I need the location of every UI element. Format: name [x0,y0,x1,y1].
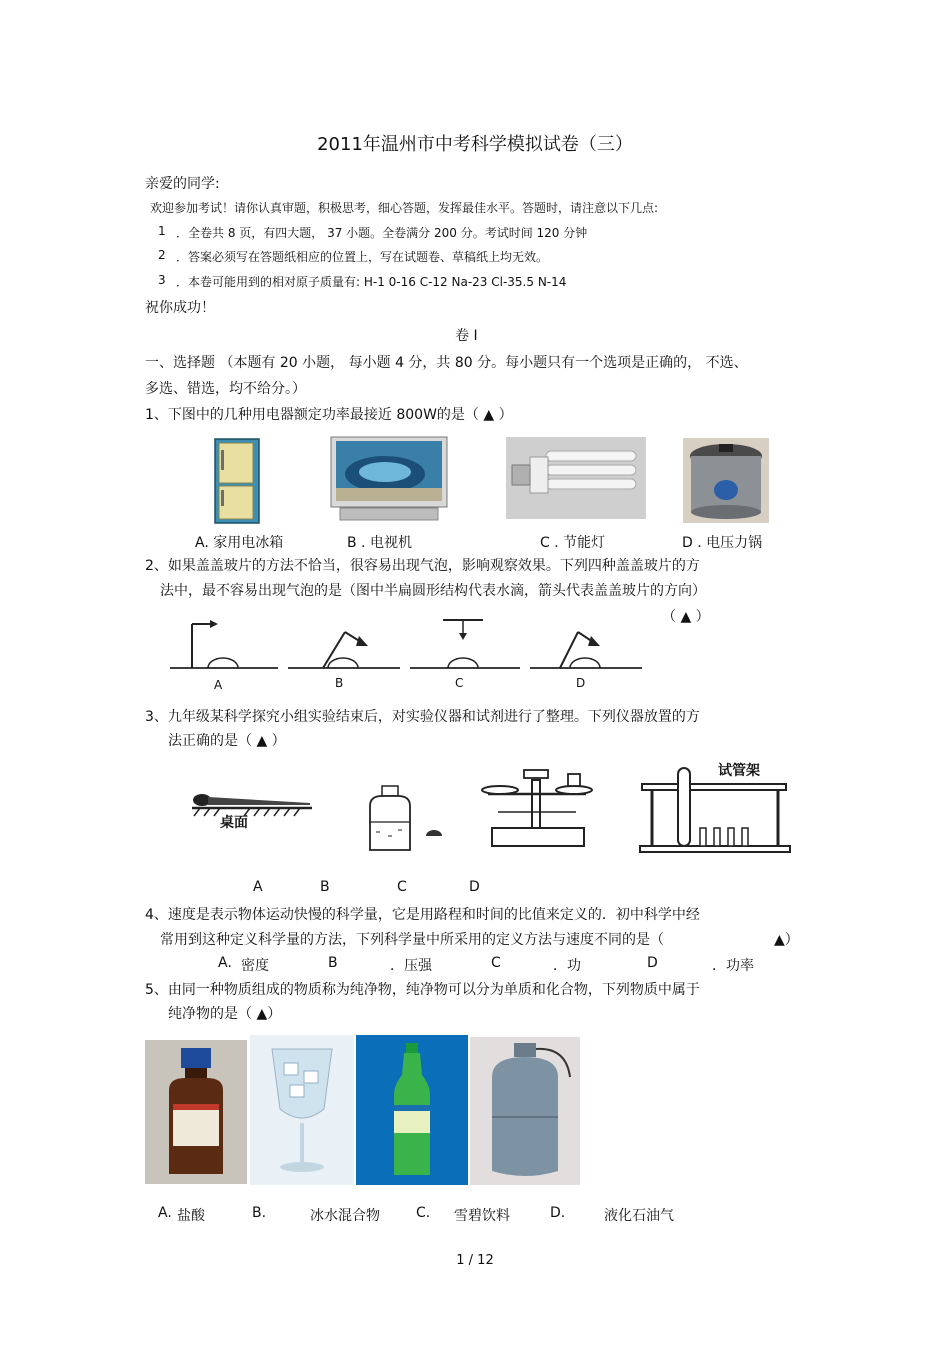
q1-stem: 1、下图中的几种用电器额定功率最接近 800W的是（ ▲ ） [145,407,513,423]
q5-option-b-letter: B. [252,1205,267,1221]
q5-option-d-letter: D. [550,1205,566,1221]
q4-option-c-text: ．功 [553,958,581,974]
q1-option-c: C . 节能灯 [540,535,606,551]
q3-stem-line2: 法正确的是（ ▲ ） [168,733,286,749]
q1-image-pressure-cooker [683,438,769,523]
intro-text: 欢迎参加考试！请你认真审题，积极思考，细心答题，发挥最佳水平。答题时，请注意以下几点: [150,201,659,215]
q4-option-a-text: 密度 [241,958,269,974]
q3-image-balance [478,768,596,850]
q3-image-dropper [190,790,315,830]
q2-answer-blank: （ ▲ ） [662,609,710,625]
q4-option-b-letter: B [328,955,338,971]
q5-option-c-letter: C. [416,1205,431,1221]
q5-option-d-text: 液化石油气 [604,1208,674,1224]
section-heading-line1: 一、选择题 （本题有 20 小题， 每小题 4 分，共 80 分。每小题只有一个选项是正确的， 不选、 [145,355,748,371]
q3-label-d: D [469,879,480,895]
q1-image-fridge [213,438,261,524]
q3-label-a: A [253,879,263,895]
q2-stem-line2: 法中，最不容易出现气泡的是（图中半扁圆形结构代表水滴，箭头代表盖盖玻片的方向） [160,583,706,599]
q3-desk-label: 桌面 [220,815,248,831]
q5-stem-line1: 5、由同一种物质组成的物质称为纯净物，纯净物可以分为单质和化合物，下列物质中属于 [145,982,700,998]
q2-label-b: B [335,676,344,690]
q5-stem-line2: 纯净物的是（ ▲） [168,1006,282,1022]
q5-image-acid-bottle [145,1040,247,1184]
q1-option-b: B . 电视机 [347,535,412,551]
q3-label-b: B [320,879,330,895]
q4-option-d-letter: D [647,955,658,971]
q3-stem-line1: 3、九年级某科学探究小组实验结束后，对实验仪器和试剂进行了整理。下列仪器放置的方 [145,709,700,725]
q3-rack-label: 试管架 [718,763,760,779]
q4-option-a-letter: A. [218,955,232,971]
q2-stem-line1: 2、如果盖盖玻片的方法不恰当，很容易出现气泡，影响观察效果。下列四种盖盖玻片的方 [145,558,700,574]
q4-option-d-text: ．功率 [712,958,754,974]
note-1-text: ．全卷共 8 页，有四大题， 37 小题。全卷满分 200 分。考试时间 120 分钟 [176,226,588,240]
q2-label-c: C [455,676,464,690]
q4-answer-blank: ▲） [774,932,799,948]
q1-image-cfl-lamp [506,437,646,519]
q4-stem-line1: 4、速度是表示物体运动快慢的科学量，它是用路程和时间的比值来定义的．初中科学中经 [145,907,700,923]
page-number: 1 / 12 [456,1253,494,1268]
q4-option-c-letter: C [491,955,501,971]
note-3-num: 3 [158,273,166,287]
q3-image-reagent-bottle [362,784,448,854]
wish-text: 祝你成功！ [145,300,215,316]
greeting: 亲爱的同学: [145,176,220,192]
q4-option-b-text: ．压强 [390,958,432,974]
q5-option-c-text: 雪碧饮料 [454,1208,510,1224]
note-2-text: ．答案必须写在答题纸相应的位置上，写在试题卷、草稿纸上均无效。 [176,250,549,264]
q2-label-d: D [576,676,586,690]
q5-image-sprite-bottle [356,1035,468,1185]
q5-option-a-letter: A. [158,1205,172,1221]
section-heading-line2: 多选、错选，均不给分。） [145,381,306,397]
q4-stem-line2: 常用到这种定义科学量的方法，下列科学量中所采用的定义方法与速度不同的是（ [160,932,664,948]
note-2-num: 2 [158,248,166,262]
q5-option-a-text: 盐酸 [177,1208,205,1224]
page-title: 2011年温州市中考科学模拟试卷（三） [317,134,633,155]
note-1-num: 1 [158,224,166,238]
q2-label-a: A [214,678,223,692]
q1-option-d: D . 电压力锅 [682,535,763,551]
volume-label: 卷 I [455,328,478,344]
q5-image-lpg-tank [470,1037,580,1185]
q1-option-a: A. 家用电冰箱 [195,535,284,551]
q1-image-tv [330,436,448,522]
q3-label-c: C [397,879,407,895]
note-3-text: ．本卷可能用到的相对原子质量有: H-1 0-16 C-12 Na-23 Cl-35.5 N-14 [176,275,567,289]
q5-image-ice-water-glass [250,1035,354,1185]
q5-option-b-text: 冰水混合物 [310,1208,380,1224]
